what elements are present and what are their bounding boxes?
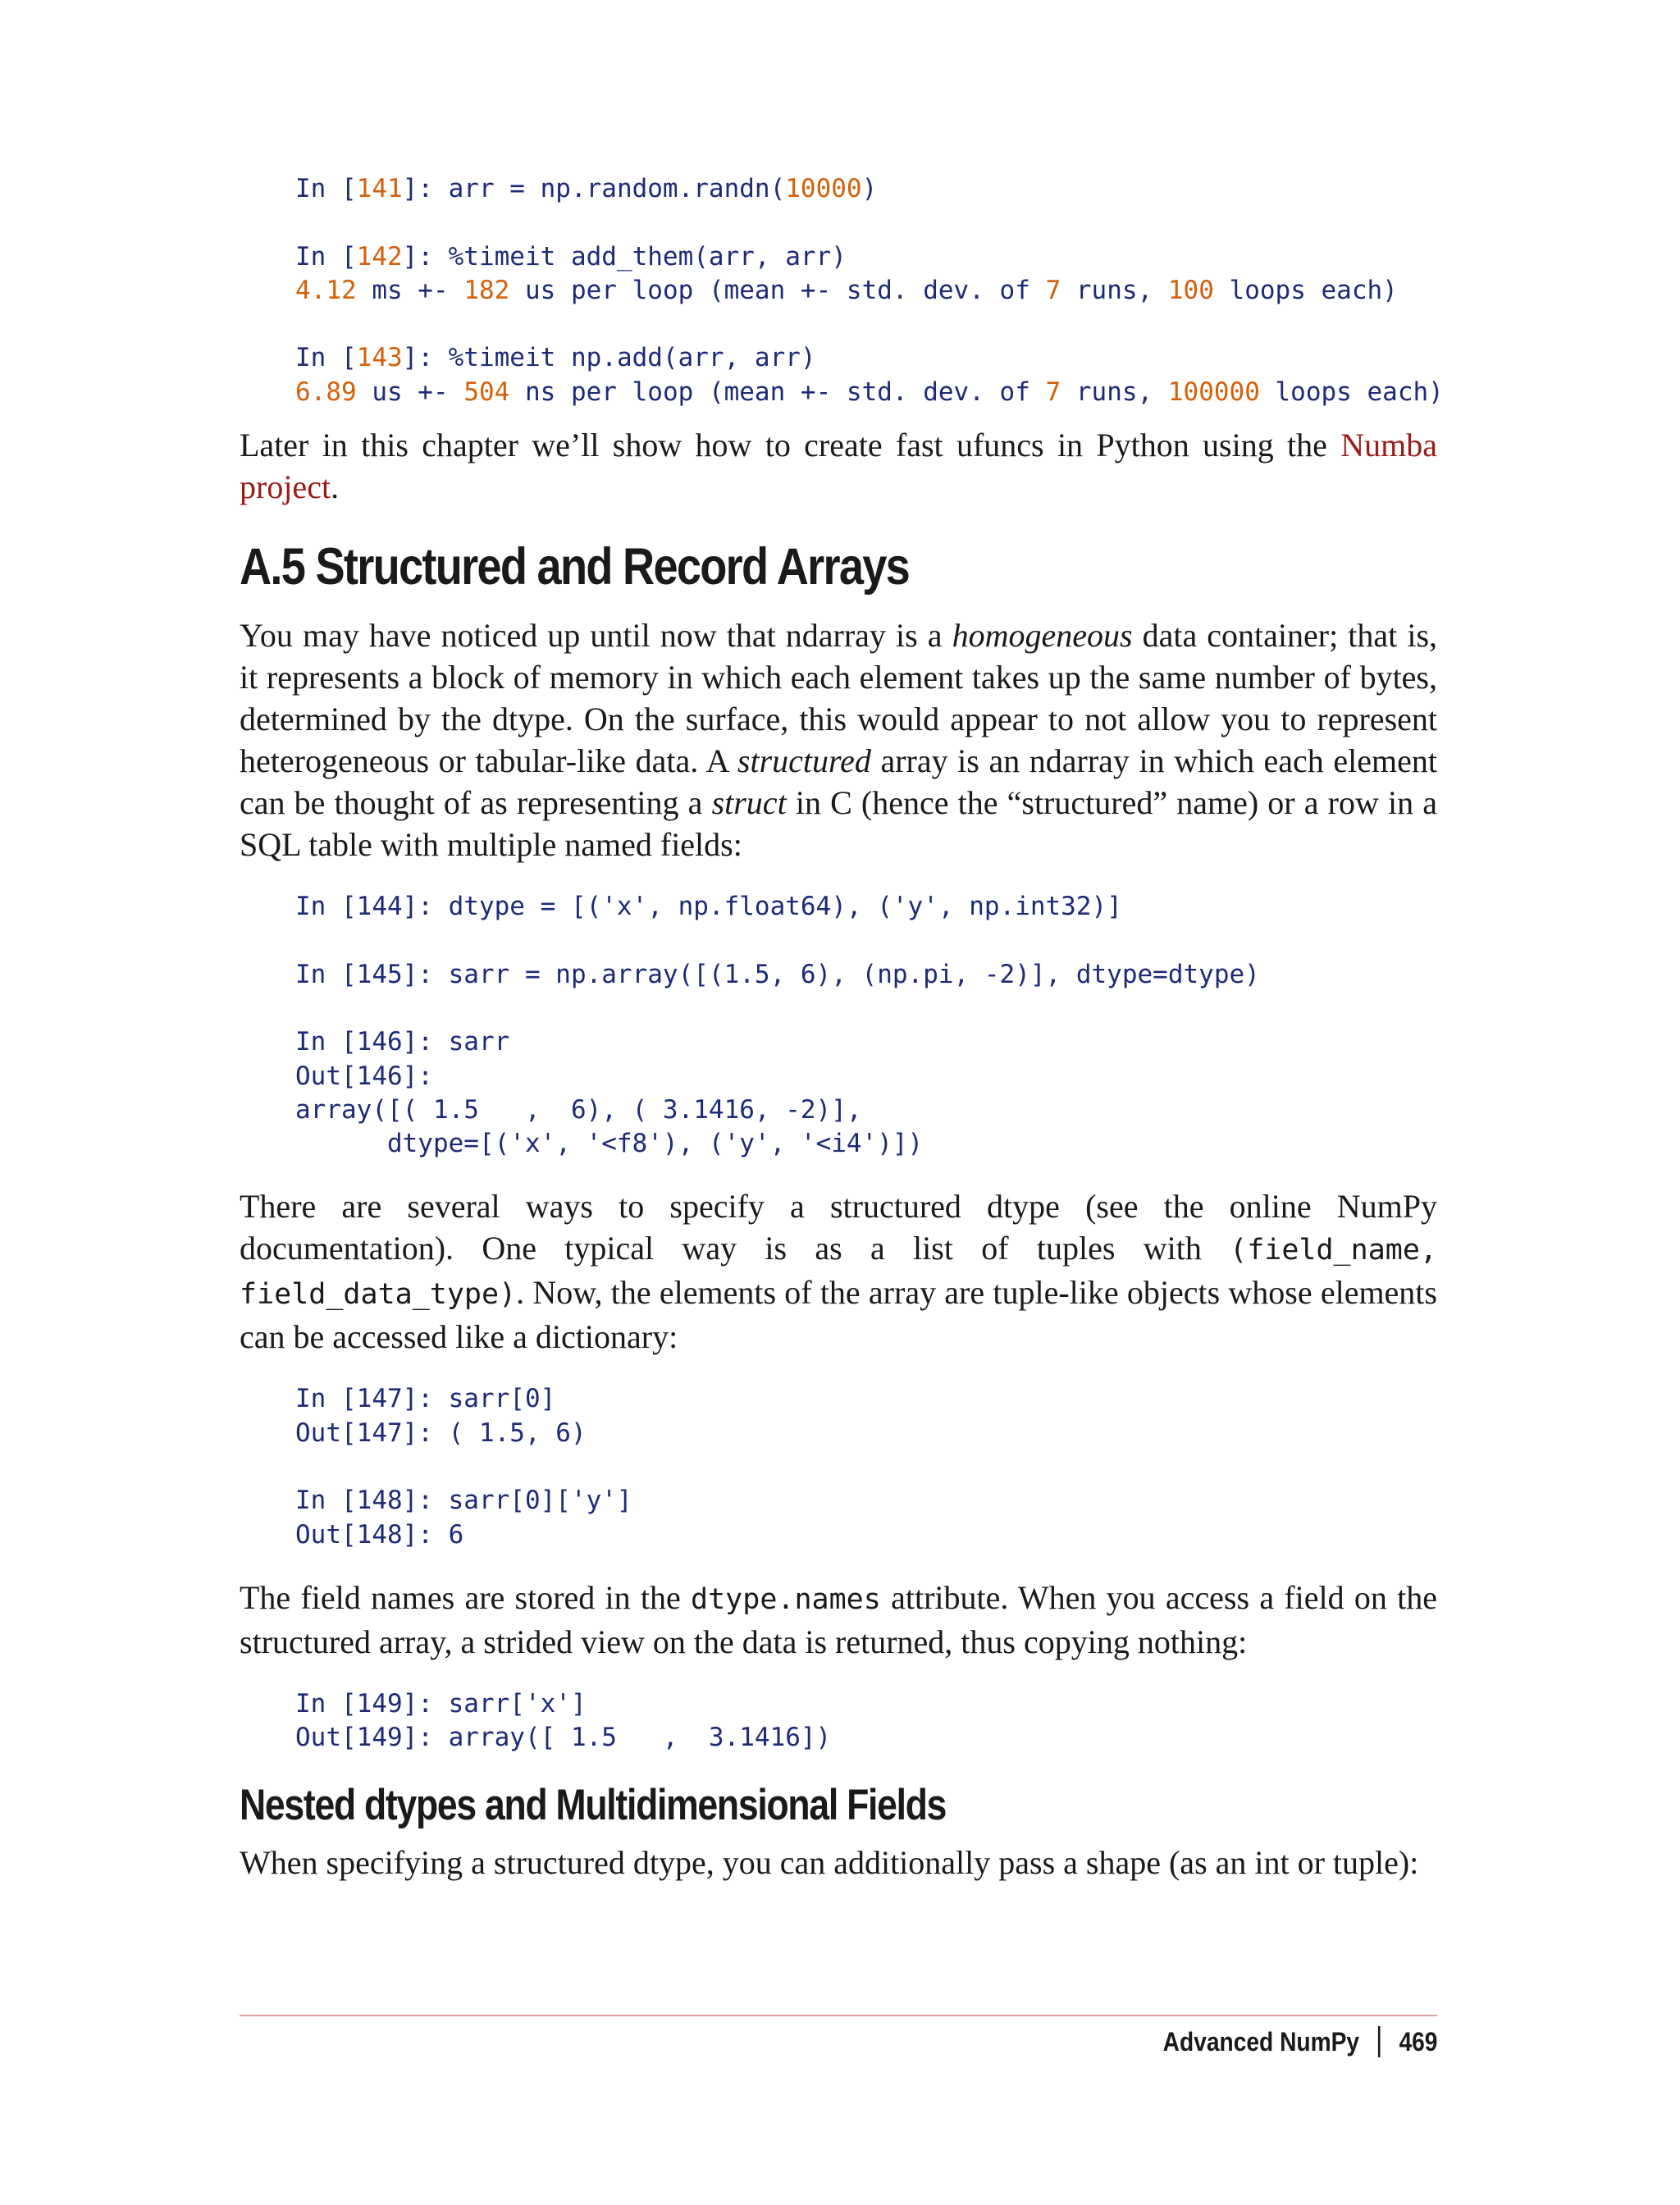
code-output-line: 4.12 ms +- 182 us per loop (mean +- std. dev. of 7 runs, 100 loops each) <box>295 275 1398 305</box>
code-output-line: array([( 1.5 , 6), ( 3.1416, -2)], <box>295 1094 862 1125</box>
section-title: A.5 Structured and Record Arrays <box>240 538 910 596</box>
footer-chapter-title: Advanced NumPy <box>1162 2026 1359 2057</box>
code-block-indexing <box>240 1382 1437 1551</box>
page-content <box>240 172 1444 1883</box>
paragraph-field-names: The field names are stored in the dtype.names attribute. When you access a field on the structured array, a strided view on the data is returned, thus copying nothing: <box>240 1578 1437 1660</box>
code-line: In [149]: sarr['x'] <box>295 1688 587 1719</box>
paragraph-nested-dtypes: When specifying a structured dtype, you can additionally pass a shape (as an int or tuple): <box>240 1843 1419 1881</box>
code-line: In [145]: sarr = np.array([(1.5, 6), (np.pi, -2)], dtype=dtype) <box>295 959 1260 989</box>
code-line: In [143]: %timeit np.add(arr, arr) <box>295 343 816 373</box>
code-output-line: Out[146]: <box>295 1061 433 1091</box>
code-output-line: 6.89 us +- 504 ns per loop (mean +- std. dev. of 7 runs, 100000 loops each) <box>295 377 1444 407</box>
code-output-line: Out[147]: ( 1.5, 6) <box>295 1418 587 1448</box>
page-footer <box>1162 2026 1437 2057</box>
code-output-line: Out[148]: 6 <box>295 1519 464 1550</box>
code-line: In [142]: %timeit add_them(arr, arr) <box>295 241 847 272</box>
code-line: In [146]: sarr <box>295 1027 510 1057</box>
code-block-dtype <box>240 890 1437 1161</box>
code-block-field-view <box>240 1687 1437 1755</box>
footer-separator <box>1377 2026 1380 2057</box>
paragraph-numba: Later in this chapter we’ll show how to create fast ufuncs in Python using the Numba project. <box>240 427 1437 506</box>
code-block-timeit <box>240 172 1444 409</box>
code-line: In [148]: sarr[0]['y'] <box>295 1486 632 1516</box>
code-line: In [147]: sarr[0] <box>295 1384 556 1414</box>
code-output-line: Out[149]: array([ 1.5 , 3.1416]) <box>295 1723 832 1753</box>
code-line: In [141]: arr = np.random.randn(10000) <box>295 174 878 203</box>
code-output-line: dtype=[('x', '<f8'), ('y', '<i4')]) <box>295 1129 924 1159</box>
footer-divider <box>240 2015 1437 2016</box>
subsection-title: Nested dtypes and Multidimensional Fields <box>240 1780 947 1829</box>
paragraph-specify-dtype: There are several ways to specify a structured dtype (see the online NumPy documentation). One typical way is as a list of tuples with (field_name, field_data_type). Now, the elements of the array are tuple-like objects whose elements can be accessed like a dictionary: <box>240 1188 1437 1356</box>
page-number: 469 <box>1399 2026 1437 2057</box>
paragraph-structured-intro: You may have noticed up until now that ndarray is a homogeneous data container; that is, it represents a block of memory in which each element takes up the same number of bytes, determined by the dtype. On the surface, this would appear to not allow you to represent heterogeneous or tabular-like data. A structured array is an ndarray in which each element can be thought of as representing a struct in C (hence the “structured” name) or a row in a SQL table with multiple named fields: <box>240 617 1438 864</box>
code-line: In [144]: dtype = [('x', np.float64), ('y', np.int32)] <box>295 892 1122 922</box>
numba-project-link[interactable]: Numba project <box>240 427 1437 506</box>
